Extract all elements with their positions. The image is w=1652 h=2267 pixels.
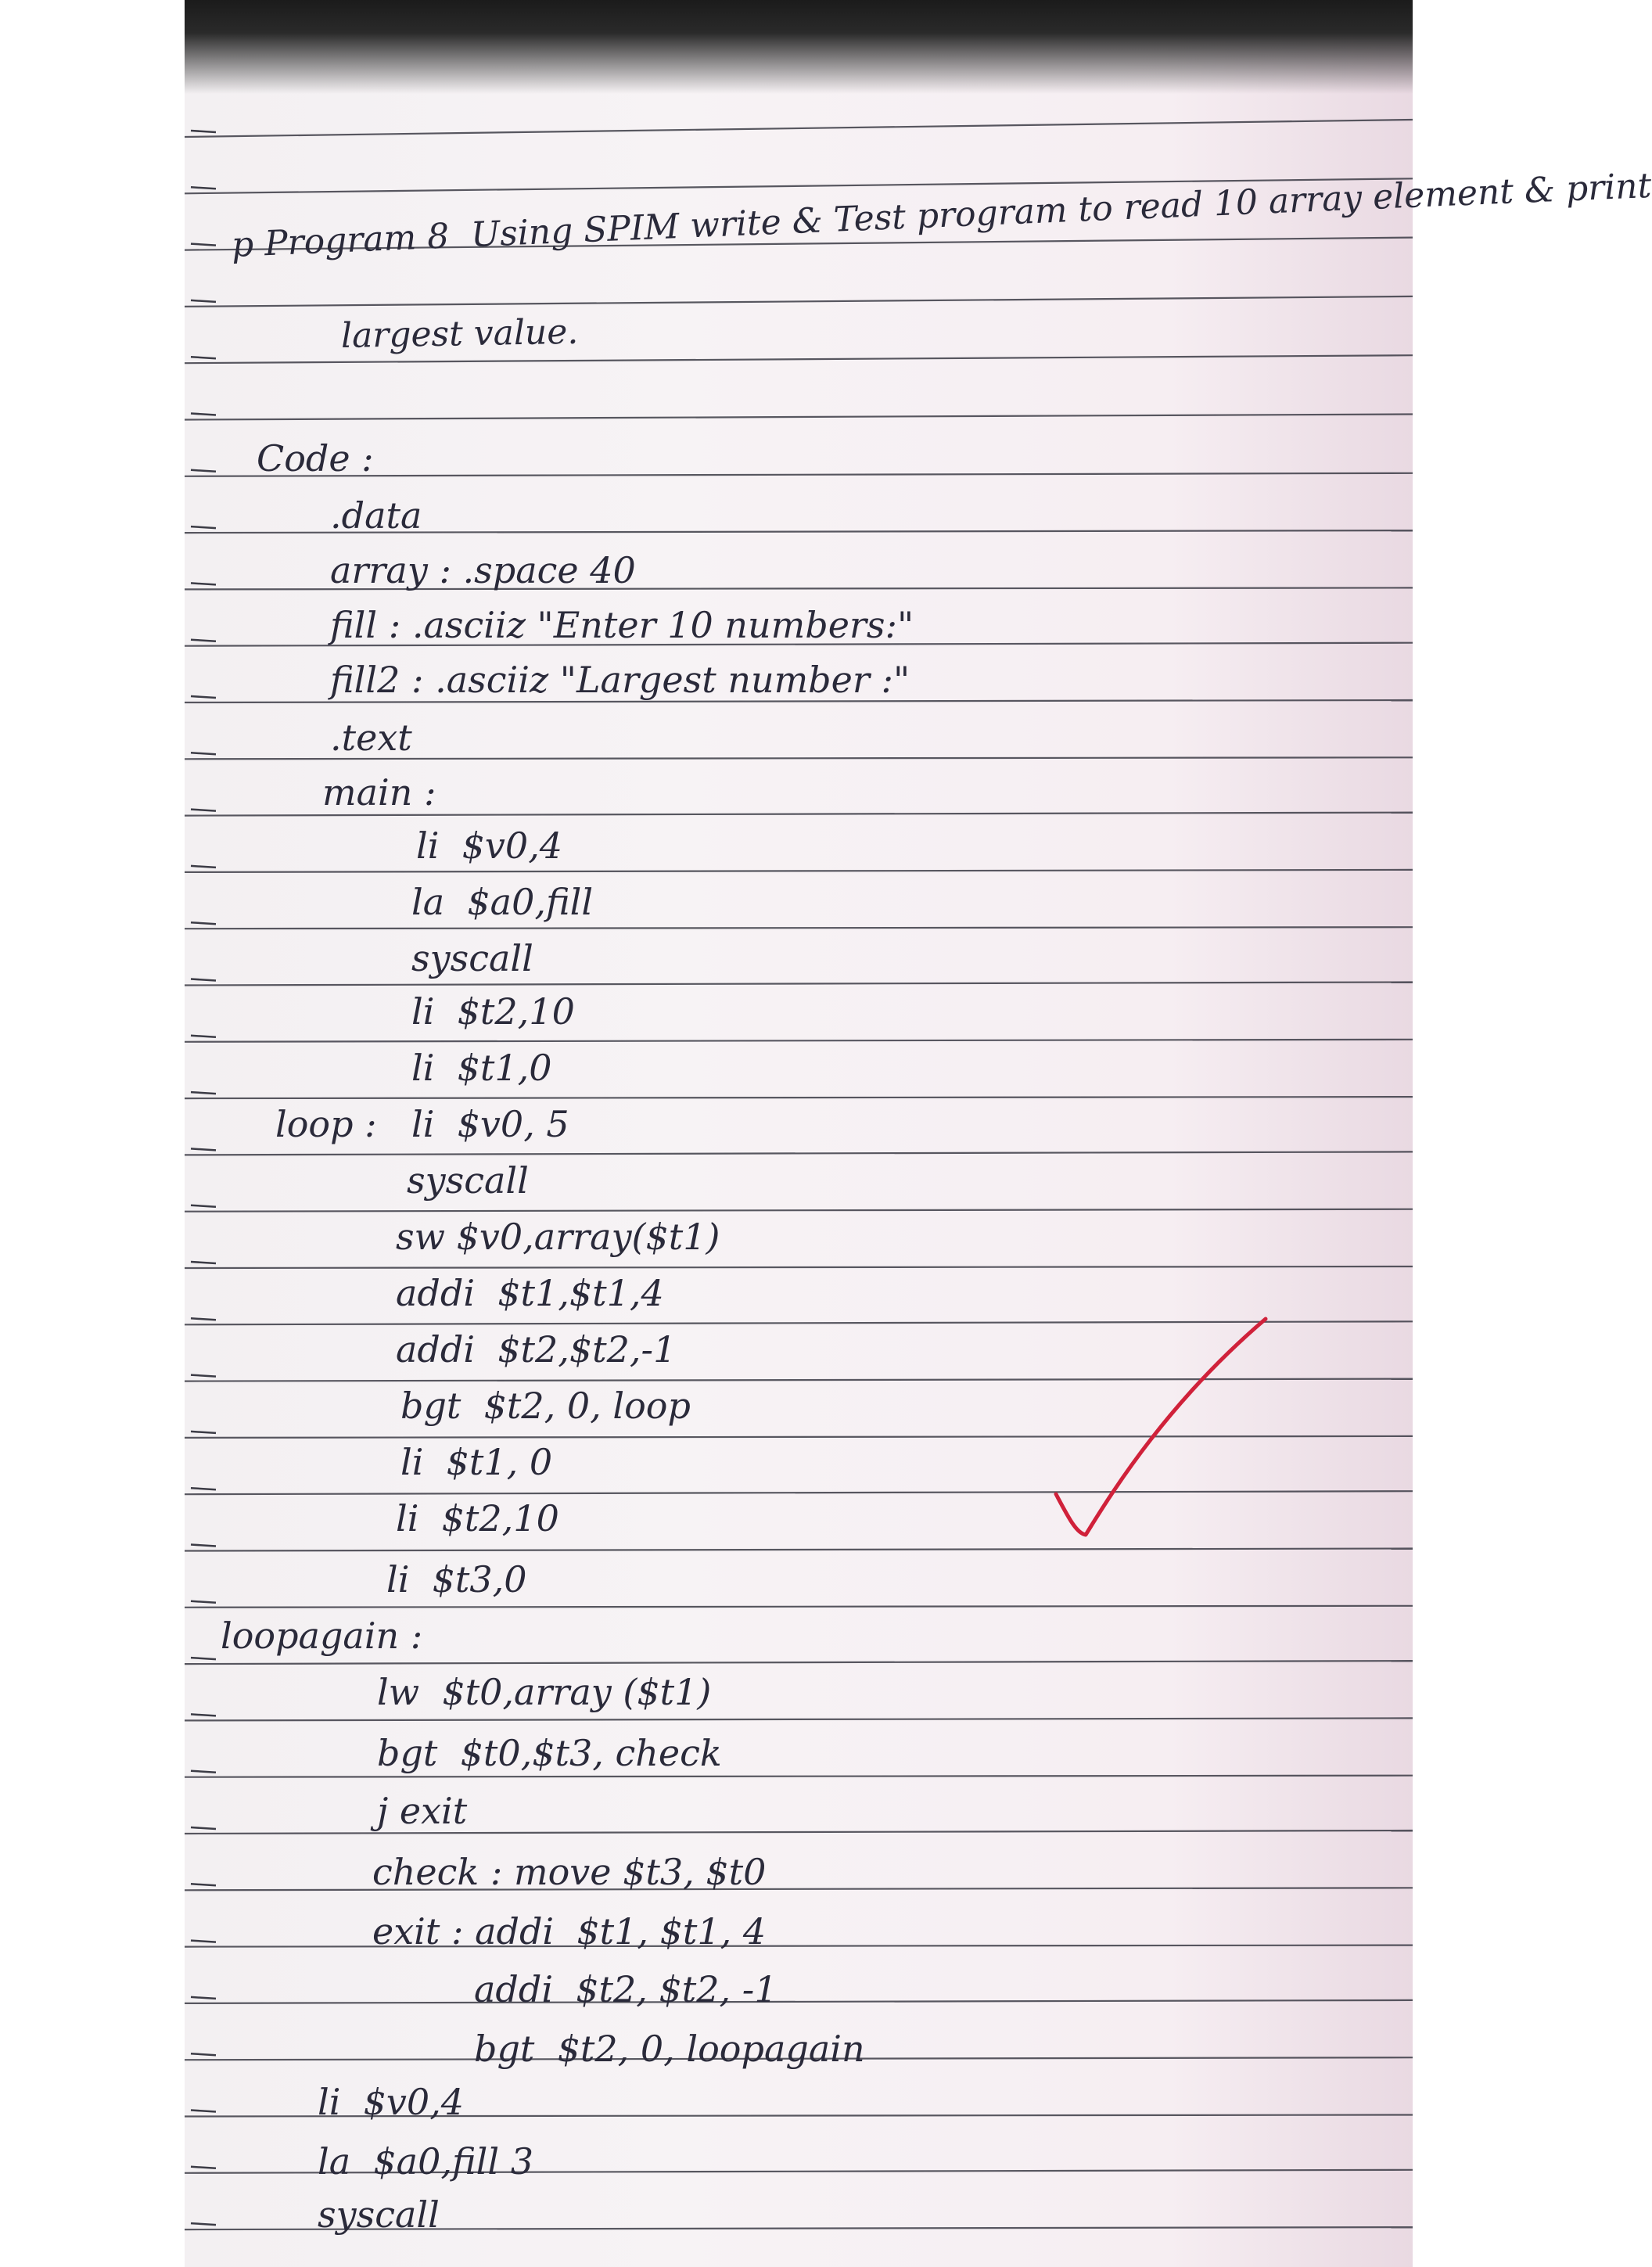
margin-ticks (185, 0, 247, 2267)
margin-tick (191, 2223, 216, 2225)
rule-line (185, 1097, 1413, 1098)
margin-tick (191, 922, 216, 924)
rule-line (185, 2000, 1413, 2003)
code-line: .text (330, 717, 412, 759)
title-line-2: largest value. (340, 311, 579, 356)
margin-tick (191, 1205, 216, 1207)
margin-tick (191, 1432, 216, 1433)
code-line: li $t3,0 (386, 1558, 527, 1601)
margin-tick (191, 1148, 216, 1150)
rule-line (185, 1830, 1413, 1834)
code-line: loopagain : (221, 1615, 423, 1657)
margin-tick (191, 1488, 216, 1489)
margin-tick (191, 2111, 216, 2112)
code-line: bgt $t2, 0, loop (400, 1385, 691, 1427)
code-line: li $t2,10 (396, 1497, 559, 1539)
margin-tick (191, 753, 216, 754)
margin-tick (191, 866, 216, 868)
code-line: check : move $t3, $t0 (372, 1851, 767, 1893)
title-line-1: p Program 8 Using SPIM write & Test program to read 10 array element & print (230, 165, 1652, 265)
rule-line (185, 1945, 1413, 1947)
code-line: loop : (275, 1103, 377, 1145)
margin-tick (191, 1771, 216, 1773)
margin-tick (191, 2053, 216, 2055)
rule-line (185, 120, 1413, 137)
rule-line (185, 1888, 1413, 1890)
margin-tick (191, 244, 216, 246)
margin-tick (191, 300, 216, 302)
margin-tick (191, 1884, 216, 1885)
code-line: addi $t2,$t2,-1 (396, 1328, 677, 1371)
margin-tick (191, 1036, 216, 1037)
code-line: addi $t1,$t1,4 (396, 1272, 664, 1314)
margin-tick (191, 1941, 216, 1942)
margin-tick (191, 1375, 216, 1377)
code-line: syscall (318, 2193, 440, 2236)
margin-tick (191, 526, 216, 528)
notebook-page (185, 0, 1652, 2267)
code-heading: Code : (257, 437, 374, 480)
rule-line (185, 296, 1413, 307)
margin-tick (191, 1318, 216, 1320)
code-line: li $t2,10 (411, 990, 575, 1033)
code-line: li $t1, 0 (400, 1441, 553, 1483)
margin-tick (191, 583, 216, 584)
margin-tick (191, 1262, 216, 1263)
margin-tick (191, 640, 216, 641)
rule-line (185, 1606, 1413, 1608)
margin-tick (191, 979, 216, 981)
margin-tick (191, 357, 216, 358)
code-line: syscall (407, 1159, 529, 1202)
rule-line (185, 1718, 1413, 1720)
code-line: li $v0,4 (318, 2081, 465, 2123)
code-line: li $v0,4 (416, 825, 563, 867)
code-line: fill2 : .asciiz "Largest number :" (330, 659, 910, 701)
margin-tick (191, 187, 216, 189)
code-line: lw $t0,array ($t1) (377, 1671, 712, 1713)
margin-tick (191, 470, 216, 472)
margin-tick (191, 696, 216, 698)
margin-tick (191, 2167, 216, 2168)
code-line: li $t1,0 (411, 1047, 552, 1089)
code-line: fill : .asciiz "Enter 10 numbers:" (330, 604, 914, 646)
rule-line (185, 1209, 1413, 1212)
margin-tick (191, 1827, 216, 1829)
rule-line (185, 415, 1413, 420)
code-line: bgt $t0,$t3, check (377, 1732, 722, 1774)
check-icon (1045, 1314, 1272, 1549)
code-line: main : (322, 771, 436, 814)
code-line: li $v0, 5 (411, 1103, 569, 1145)
rule-line (185, 355, 1413, 363)
code-line: sw $v0,array($t1) (396, 1216, 720, 1258)
code-line: syscall (411, 937, 533, 979)
margin-tick (191, 131, 216, 132)
rule-line (185, 983, 1413, 986)
code-line: bgt $t2, 0, loopagain (474, 2028, 865, 2070)
code-line: .data (330, 494, 422, 537)
margin-tick (191, 1092, 216, 1094)
code-line: la $a0,fill 3 (318, 2140, 533, 2183)
margin-tick (191, 1997, 216, 1999)
margin-tick (191, 414, 216, 415)
rule-line (185, 1151, 1413, 1155)
code-line: addi $t2, $t2, -1 (474, 1968, 778, 2010)
margin-tick (191, 1714, 216, 1716)
code-line: la $a0,fill (411, 881, 594, 923)
rule-line (185, 1266, 1413, 1268)
code-line: array : .space 40 (330, 549, 636, 591)
margin-tick (191, 1545, 216, 1547)
margin-tick (191, 1601, 216, 1603)
rule-line (185, 1040, 1413, 1042)
code-line: exit : addi $t1, $t1, 4 (372, 1910, 767, 1953)
rule-line (185, 1776, 1413, 1777)
rule-line (185, 927, 1413, 929)
rule-line (185, 870, 1413, 872)
code-line: j exit (377, 1790, 468, 1832)
margin-tick (191, 810, 216, 811)
margin-tick (191, 1658, 216, 1659)
rule-line (185, 1661, 1413, 1664)
